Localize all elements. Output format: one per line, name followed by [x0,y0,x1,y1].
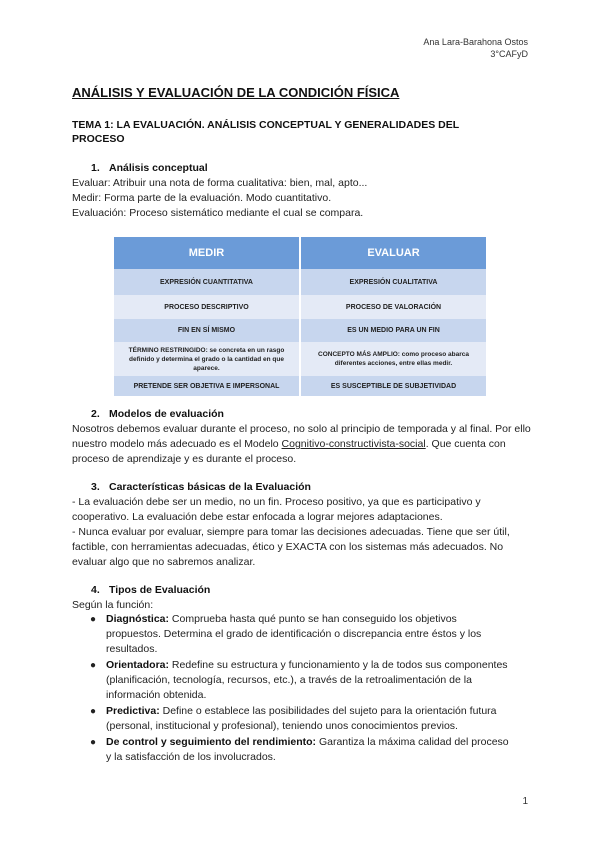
item-text: Comprueba hasta qué punto se han conseguido los objetivos propuestos. Determina el grado de identificación o discrepancia entre éstos y los resultados. [106,613,482,655]
page-number: 1 [522,796,528,807]
model-link[interactable]: Cognitivo-constructivista-social [281,438,426,450]
section-3-body [72,495,532,570]
paragraph-text: Nosotros debemos evaluar durante el proceso, no solo al principio de temporada y al final. Por ello nuestro modelo más adecuado es el Modelo [72,423,531,450]
definition-line: Evaluar: Atribuir una nota de forma cualitativa: bien, mal, apto... [72,177,368,189]
item-text: Redefine su estructura y funcionamiento y la de todos sus componentes (planificación, tecnología, recursos, etc.), a través de la retroalimentación de la información obtenida. [106,659,508,701]
bullet-icon: ● [90,737,97,748]
definition-line: Medir: Forma parte de la evaluación. Modo cuantitativo. [72,192,332,204]
author-name: Ana Lara-Barahona Ostos [423,37,528,47]
table-cell: CONCEPTO MÁS AMPLIO: como proceso abarca diferentes acciones, entre ellas medir. [300,342,486,376]
table-row [114,269,486,295]
section-number: 3. [91,481,100,493]
bullet-icon: ● [90,614,97,625]
course-label: 3°CAFyD [490,49,528,59]
table-row [114,376,486,396]
table-cell: ES SUSCEPTIBLE DE SUBJETIVIDAD [300,376,486,396]
topic-subtitle: TEMA 1: LA EVALUACIÓN. ANÁLISIS CONCEPTUAL Y GENERALIDADES DEL PROCESO [72,119,459,145]
table-cell: PROCESO DESCRIPTIVO [114,295,300,319]
comparison-table [114,237,486,396]
table-cell: PRETENDE SER OBJETIVA E IMPERSONAL [114,376,300,396]
section-1-body [72,176,532,221]
section-2-body [72,422,532,467]
section-1-heading [91,162,208,174]
table-row [114,295,486,319]
table-cell: ES UN MEDIO PARA UN FIN [300,319,486,342]
table-cell: EXPRESIÓN CUALITATIVA [300,269,486,295]
table-row [114,342,486,376]
bullet-icon: ● [90,706,97,717]
list-item [90,704,510,734]
paragraph-text: Según la función: [72,599,154,611]
item-text: Garantiza la máxima calidad del proceso y la satisfacción de los involucrados. [106,736,509,763]
table-cell: EXPRESIÓN CUANTITATIVA [114,269,300,295]
list-item [90,612,510,657]
item-term: De control y seguimiento del rendimiento: [106,736,317,748]
section-4-heading [91,584,210,596]
item-term: Orientadora: [106,659,170,671]
definition-line: Evaluación: Proceso sistemático mediante el cual se compara. [72,207,364,219]
bullet-icon: ● [90,660,97,671]
section-title: Modelos de evaluación [109,408,224,420]
page-header [423,36,528,60]
section-number: 4. [91,584,100,596]
item-term: Diagnóstica: [106,613,170,625]
table-header-row [114,237,486,269]
paragraph-text: - Nunca evaluar por evaluar, siempre para tomar las decisiones adecuadas. Tiene que ser útil, factible, con herramientas adecuadas, ético y EXACTA con los sistemas más adecuados. No evaluar algo que no sabremos analizar. [72,526,510,568]
section-title: Análisis conceptual [109,162,208,174]
evaluation-types-list [90,612,510,766]
table-cell: PROCESO DE VALORACIÓN [300,295,486,319]
column-header-medir: MEDIR [114,237,300,269]
table-row [114,319,486,342]
paragraph-text: . Que cuenta con proceso de aprendizaje y es durante el proceso. [72,438,506,465]
column-header-evaluar: EVALUAR [300,237,486,269]
section-number: 1. [91,162,100,174]
section-3-heading [91,481,311,493]
item-term: Predictiva: [106,705,160,717]
document-title: ANÁLISIS Y EVALUACIÓN DE LA CONDICIÓN FÍSICA [72,85,400,100]
list-item [90,735,510,765]
section-number: 2. [91,408,100,420]
item-text: Define o establece las posibilidades del sujeto para la orientación futura (personal, institucional y profesional), teniendo unos conocimientos previos. [106,705,497,732]
section-2-heading [91,408,224,420]
section-title: Características básicas de la Evaluación [109,481,311,493]
section-4-intro [72,598,532,613]
table-cell: TÉRMINO RESTRINGIDO: se concreta en un rasgo definido y determina el grado o la cantidad en que aparece. [114,342,300,376]
table-cell: FIN EN SÍ MISMO [114,319,300,342]
list-item [90,658,510,703]
section-title: Tipos de Evaluación [109,584,211,596]
paragraph-text: - La evaluación debe ser un medio, no un fin. Proceso positivo, ya que es participativo y cooperativo. La evaluación debe estar enfocada a lograr mejores adaptaciones. [72,496,481,523]
